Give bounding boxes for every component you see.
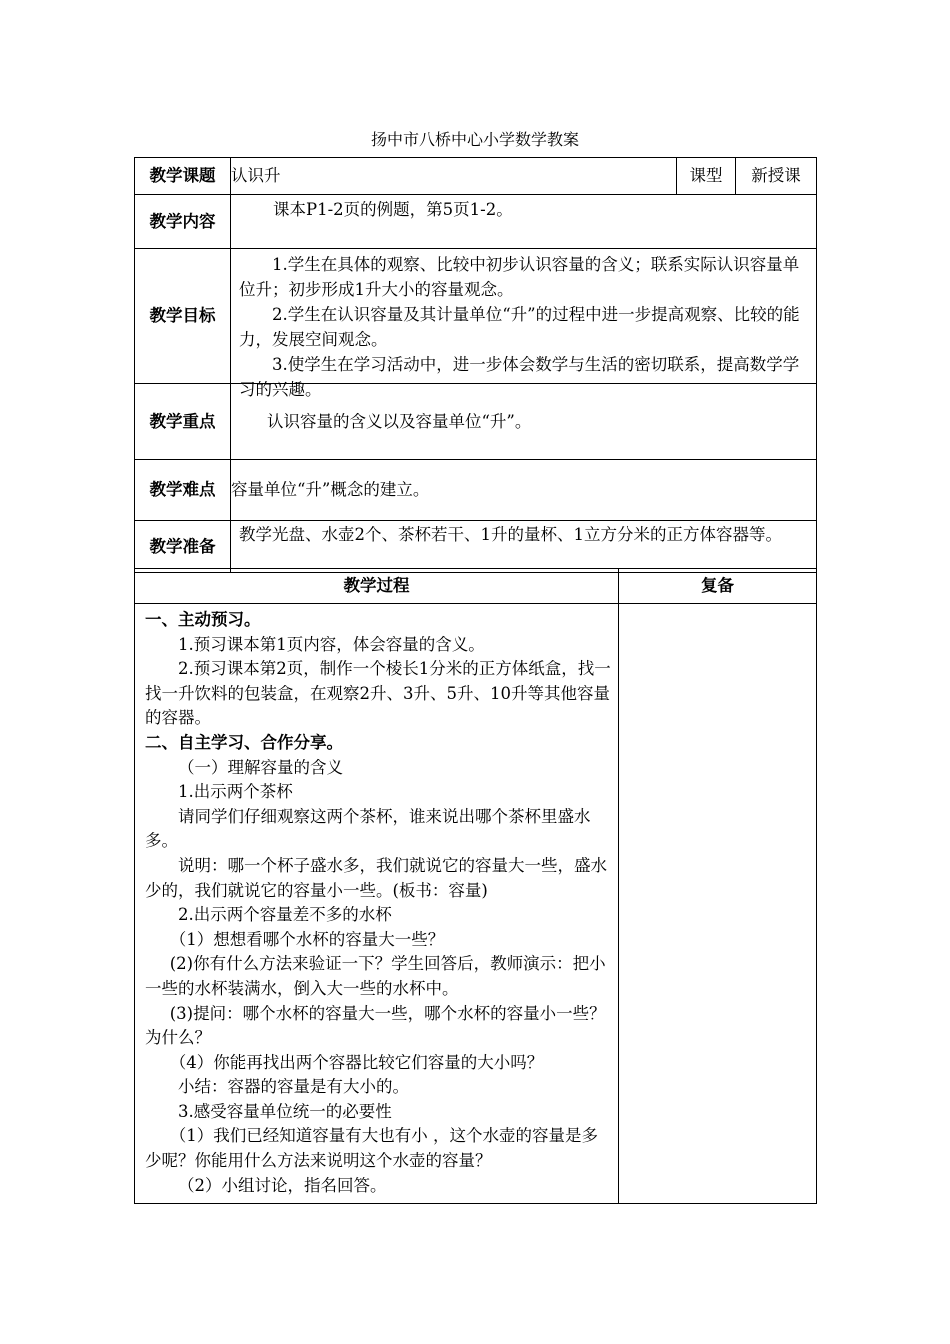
type-value: 新授课 (736, 158, 817, 195)
content-value: 课本P1-2页的例题，第5页1-2。 (231, 195, 817, 249)
goal-1: 1.学生在具体的观察、比较中初步认识容量的含义；联系实际认识容量单位升；初步形成1升大小的容量观念。 (239, 255, 800, 299)
section-heading: 一、主动预习。 (145, 610, 261, 629)
process-line: （一）理解容量的含义 (178, 757, 343, 777)
key-row (135, 384, 817, 460)
prep-row (135, 521, 817, 573)
content-label: 教学内容 (135, 195, 231, 249)
page-title: 扬中市八桥中心小学数学教案 (370, 130, 579, 149)
key-value: 认识容量的含义以及容量单位“升”。 (231, 384, 817, 460)
process-header-row (135, 569, 817, 604)
difficulty-value: 容量单位“升”概念的建立。 (231, 460, 817, 521)
process-line: (2)你有什么方法来验证一下？学生回答后，教师演示：把小一些的水杯装满水，倒入大一些的水杯中。 (145, 954, 606, 998)
difficulty-label: 教学难点 (135, 460, 231, 521)
key-label: 教学重点 (135, 384, 231, 460)
type-label: 课型 (677, 158, 736, 195)
goals-label: 教学目标 (135, 249, 231, 384)
process-line: 2.出示两个容量差不多的水杯 (178, 905, 392, 925)
topic-row (135, 158, 817, 195)
process-line: 请同学们仔细观察这两个茶杯，谁来说出哪个茶杯里盛水多。 (145, 806, 591, 851)
goals-row (135, 249, 817, 384)
process-line: （4）你能再找出两个容器比较它们容量的大小吗？ (169, 1052, 544, 1072)
prep-cell (231, 521, 817, 573)
process-line: 说明：哪一个杯子盛水多，我们就说它的容量大一些，盛水少的，我们就说它的容量小一些。(板书：容量) (145, 855, 607, 900)
topic-value: 认识升 (231, 158, 677, 195)
process-line: 1.预习课本第1页内容，体会容量的含义。 (178, 634, 485, 654)
process-line: 2.预习课本第2页，制作一个棱长1分米的正方体纸盒，找一找一升饮料的包装盒，在观察2升、3升、5升、10升等其他容量的容器。 (145, 659, 611, 728)
process-line: (3)提问：哪个水杯的容量大一些，哪个水杯的容量小一些？为什么？ (145, 1003, 606, 1048)
process-line: 3.感受容量单位统一的必要性 (178, 1101, 392, 1121)
topic-label: 教学课题 (135, 158, 231, 195)
process-table (134, 568, 817, 1204)
process-content (135, 604, 619, 1204)
review-column (619, 604, 817, 1204)
process-line: （1）想想看哪个水杯的容量大一些？ (169, 929, 445, 949)
process-line: （1）我们已经知道容量有大也有小 ，这个水壶的容量是多少呢？你能用什么方法来说明这个水壶的容量？ (145, 1126, 598, 1171)
lesson-info-table (134, 157, 817, 573)
difficulty-row (135, 460, 817, 521)
content-row (135, 195, 817, 249)
goal-3: 3.使学生在学习活动中，进一步体会数学与生活的密切联系，提高数学学习的兴趣。 (239, 355, 800, 399)
prep-value: 教学光盘、水壶2个、茶杯若干、1升的量杯、1立方分米的正方体容器等。 (239, 525, 782, 544)
goals-cell (231, 249, 817, 399)
goal-2: 2.学生在认识容量及其计量单位“升”的过程中进一步提高观察、比较的能力，发展空间观念。 (239, 305, 800, 349)
process-line: 小结：容器的容量是有大小的。 (178, 1077, 409, 1097)
prep-label: 教学准备 (135, 521, 231, 573)
section-heading: 二、自主学习、合作分享。 (145, 732, 343, 752)
review-header: 复备 (619, 569, 817, 604)
process-body-row (135, 604, 817, 1204)
process-line: （2）小组讨论，指名回答。 (178, 1175, 387, 1195)
process-header: 教学过程 (135, 569, 619, 604)
process-line: 1.出示两个茶杯 (178, 782, 293, 802)
